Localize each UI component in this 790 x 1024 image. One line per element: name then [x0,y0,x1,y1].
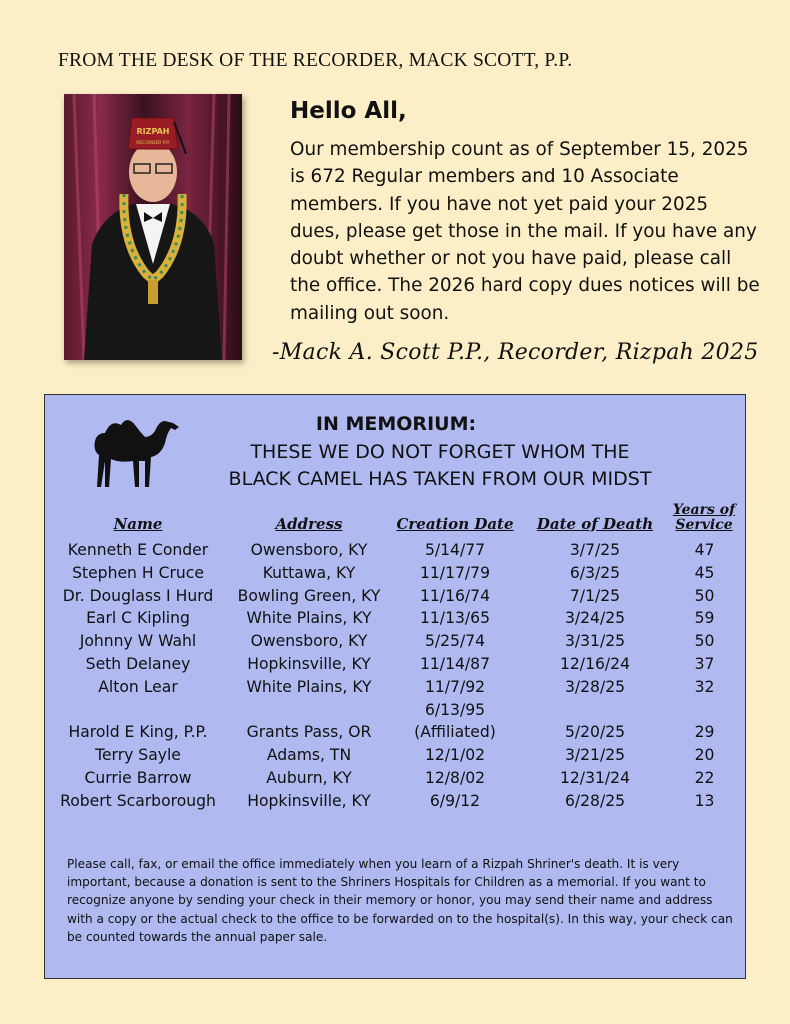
years-cell: 13 [694,791,715,810]
death-date-cell: 3/24/25 [564,609,626,628]
column-header-name: Name [113,515,163,533]
address-cell: White Plains, KY [246,677,372,696]
name-cell: Kenneth E Conder [67,541,209,559]
memorial-note: Please call, fax, or email the office immediately when you learn of a Rizpah Shriner's death. It is very important, because a donation is sent to the Shriners Hospitals for Children as a memorial. If you want to recognize anyone by sending your check in their memory or honor, you may send their name and address with a copy or the actual check to the office to be forwarded on to the hospital(s). In this way, your check can be counted towards the annual paper sale. [67,857,733,944]
memorium-subtitle: THESE WE DO NOT FORGET WHOM THE [250,441,630,463]
column-header-years-of-service [665,503,743,533]
years-cell: 50 [694,586,715,605]
fez-subtext: RECORDER P.P. [136,141,170,146]
creation-date-cell: 11/17/79 [419,563,491,582]
table-row [45,678,747,701]
name-cell: Stephen H Cruce [72,563,204,582]
death-date-cell: 6/3/25 [569,563,621,582]
table-row [45,792,747,815]
greeting: Hello All, [290,98,407,124]
column-header-years-line: Service [675,517,733,533]
death-date-cell: 7/1/25 [569,586,621,605]
name-cell: Currie Barrow [84,769,192,787]
table-row [45,701,747,724]
creation-date-cell: 12/1/02 [424,746,486,765]
table-row [45,564,747,587]
years-cell: 50 [694,632,715,651]
creation-date-cell: 12/8/02 [424,769,486,787]
death-date-cell: 5/20/25 [564,723,626,742]
years-cell: 59 [694,609,715,628]
death-date-cell: 3/28/25 [564,677,626,696]
address-cell: Bowling Green, KY [237,586,381,605]
creation-date-cell: 5/25/74 [424,632,486,651]
name-cell: Terry Sayle [95,746,181,765]
years-cell: 22 [694,769,715,787]
table-row [45,723,747,746]
address-cell: Hopkinsville, KY [247,655,371,673]
table-row [45,609,747,632]
memorium-title: IN MEMORIUM: [315,413,477,435]
name-cell: Dr. Douglass I Hurd [62,586,214,605]
death-date-cell: 3/21/25 [564,746,626,765]
death-date-cell: 12/31/24 [559,769,631,787]
memorium-panel [44,394,746,979]
address-cell: Owensboro, KY [250,541,368,559]
address-cell: White Plains, KY [246,609,372,628]
portrait-image [64,94,242,360]
table-row [45,769,747,792]
years-cell: 45 [694,563,715,582]
death-date-cell: 3/7/25 [569,541,621,559]
column-header-date-of-death: Date of Death [536,515,654,533]
name-cell: Johnny W Wahl [79,632,197,651]
creation-date-cell: 11/7/92 [424,677,486,696]
name-cell: Alton Lear [98,677,178,696]
column-header-creation-date: Creation Date [396,515,514,533]
address-cell: Owensboro, KY [250,632,368,651]
table-row [45,587,747,610]
recorder-photo [64,94,242,360]
table-row [45,655,747,678]
table-row [45,746,747,769]
table-row [45,541,747,564]
years-cell: 32 [694,677,715,696]
name-cell: Seth Delaney [85,655,191,673]
letter-body: Our membership count as of September 15, 2025 is 672 Regular members and 10 Associate members. If you have not yet paid your 2025 dues, please get those in the mail. If you have any doubt whether or not you have paid, please call the office. The 2026 hard copy dues notices will be mailing out soon. [290,139,760,324]
creation-date-cell: (Affiliated) [414,723,496,742]
address-cell: Auburn, KY [266,769,352,787]
signature: -Mack A. Scott P.P., Recorder, Rizpah 2025 [272,340,759,365]
years-cell: 20 [694,746,715,765]
fez-emblem: RIZPAH [136,127,170,136]
creation-date-cell: 6/13/95 [424,700,486,719]
address-cell: Grants Pass, OR [246,723,372,742]
memorium-subtitle: BLACK CAMEL HAS TAKEN FROM OUR MIDST [228,468,652,490]
death-date-cell: 3/31/25 [564,632,626,651]
name-cell: Earl C Kipling [86,609,190,628]
years-cell: 29 [694,723,715,742]
creation-date-cell: 11/14/87 [419,655,491,673]
creation-date-cell: 6/9/12 [429,791,481,810]
address-cell: Hopkinsville, KY [247,791,371,810]
address-cell: Kuttawa, KY [262,563,356,582]
table-row [45,632,747,655]
years-cell: 37 [694,655,715,673]
creation-date-cell: 11/16/74 [419,586,491,605]
page-title: FROM THE DESK OF THE RECORDER, MACK SCOTT, P.P. [58,50,573,71]
creation-date-cell: 5/14/77 [424,541,486,559]
address-cell: Adams, TN [266,746,352,765]
years-cell: 47 [694,541,715,559]
death-date-cell: 12/16/24 [559,655,631,673]
column-header-address: Address [275,515,343,533]
death-date-cell: 6/28/25 [564,791,626,810]
name-cell: Robert Scarborough [60,791,216,810]
name-cell: Harold E King, P.P. [68,723,208,742]
column-header-years-line: Years of [672,502,736,518]
creation-date-cell: 11/13/65 [419,609,491,628]
